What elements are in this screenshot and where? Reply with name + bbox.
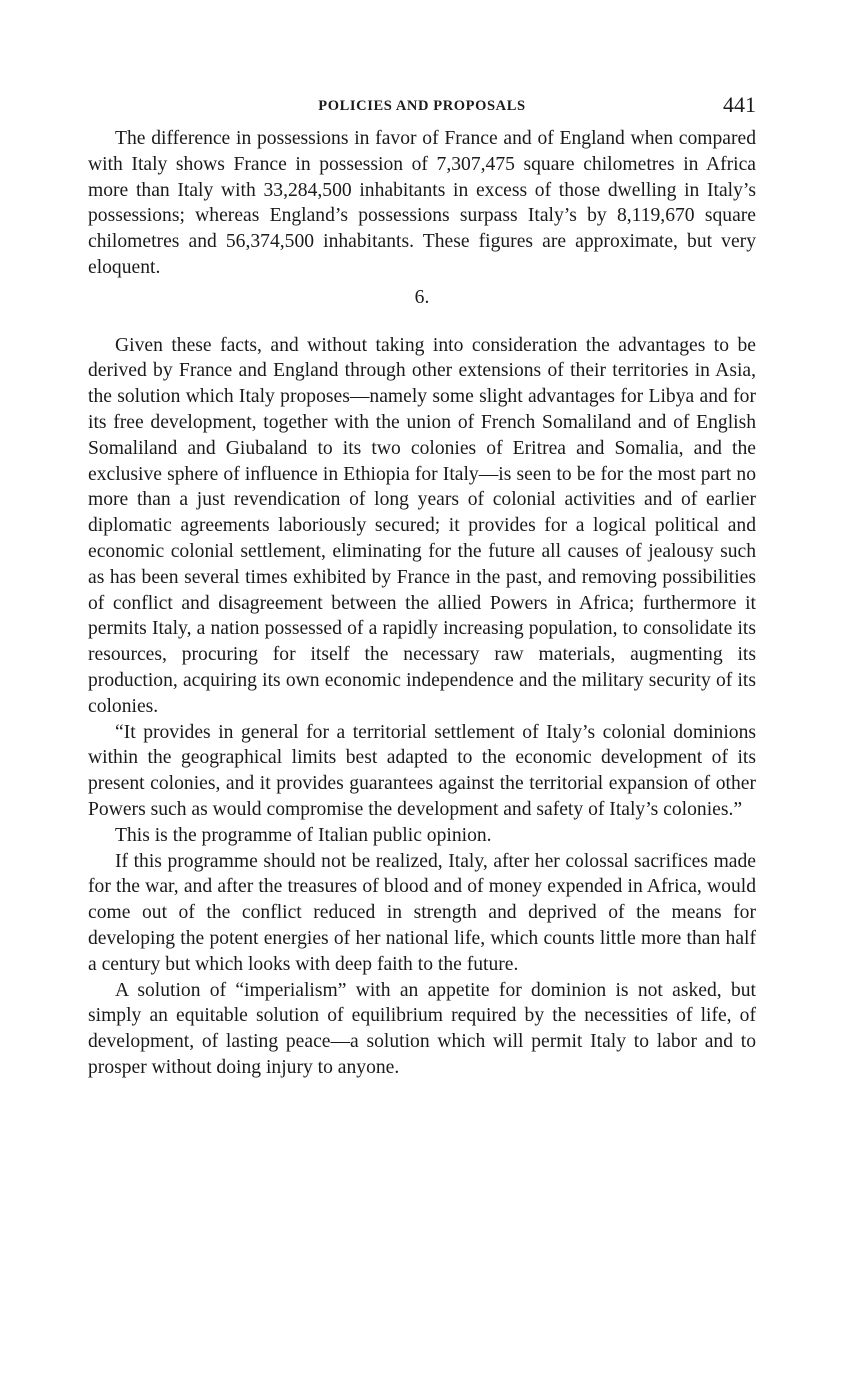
running-head	[88, 92, 756, 126]
paragraph-programme: This is the programme of Italian public opinion.	[115, 824, 492, 846]
paragraph-italian-solution: Given these facts, and without taking into consideration the advantages to be derived by France and England through other extensions of their territories in Asia, the solution which Italy proposes—namely some slight advantages for Libya and for its free development, together with the union of French Somaliland and of English Somaliland and Giubaland to its two colonies of Eritrea and Somalia, and the exclusive sphere of influence in Ethiopia for Italy—is seen to be for the most part no more than a just revendication of long years of colonial activities and of earlier diplomatic agreements laboriously secured; it provides for a logical political and economic colonial settlement, eliminating for the future all causes of jealousy such as has been several times exhibited by France in the past, and removing possibilities of conflict and disagreement between the allied Powers in Africa; furthermore it permits Italy, a nation possessed of a rapidly increasing population, to consolidate its resources, procuring for itself the necessary raw materials, augmenting its production, acquiring its own economic independence and the military security of its colonies.	[88, 334, 756, 717]
page-number: 441	[723, 92, 756, 117]
running-title: POLICIES AND PROPOSALS	[318, 98, 526, 114]
paragraph-equitable-solution: A solution of “imperialism” with an appetite for dominion is not asked, but simply an equitable solution of equilibrium required by the necessities of life, of development, of lasting peace—a solution which will permit Italy to labor and to prosper without doing injury to anyone.	[88, 979, 756, 1078]
paragraph-quoted-settlement: “It provides in general for a territorial settlement of Italy’s colonial dominions within the geographical limits best adapted to the economic development of its present colonies, and it provides guarantees against the territorial expansion of other Powers such as would compromise the development and safety of Italy’s colonies.”	[88, 721, 756, 820]
paragraph-possessions-comparison: The difference in possessions in favor of France and of England when compared with Italy shows France in possession of 7,307,475 square chilometres in Africa more than Italy with 33,284,500 inhabitants in excess of those dwelling in Italy’s possessions; whereas England’s possessions surpass Italy’s by 8,119,670 square chilometres and 56,374,500 inhabitants. These figures are approximate, but very eloquent.	[88, 128, 756, 278]
section-number: 6.	[414, 286, 430, 308]
book-page	[88, 92, 756, 1081]
paragraph-consequences: If this programme should not be realized, Italy, after her colossal sacrifices made for the war, and after the treasures of blood and of money expended in Africa, would come out of the conflict reduced in strength and deprived of the means for developing the potent energies of her national life, which counts little more than half a century but which looks with deep faith to the future.	[88, 850, 756, 975]
